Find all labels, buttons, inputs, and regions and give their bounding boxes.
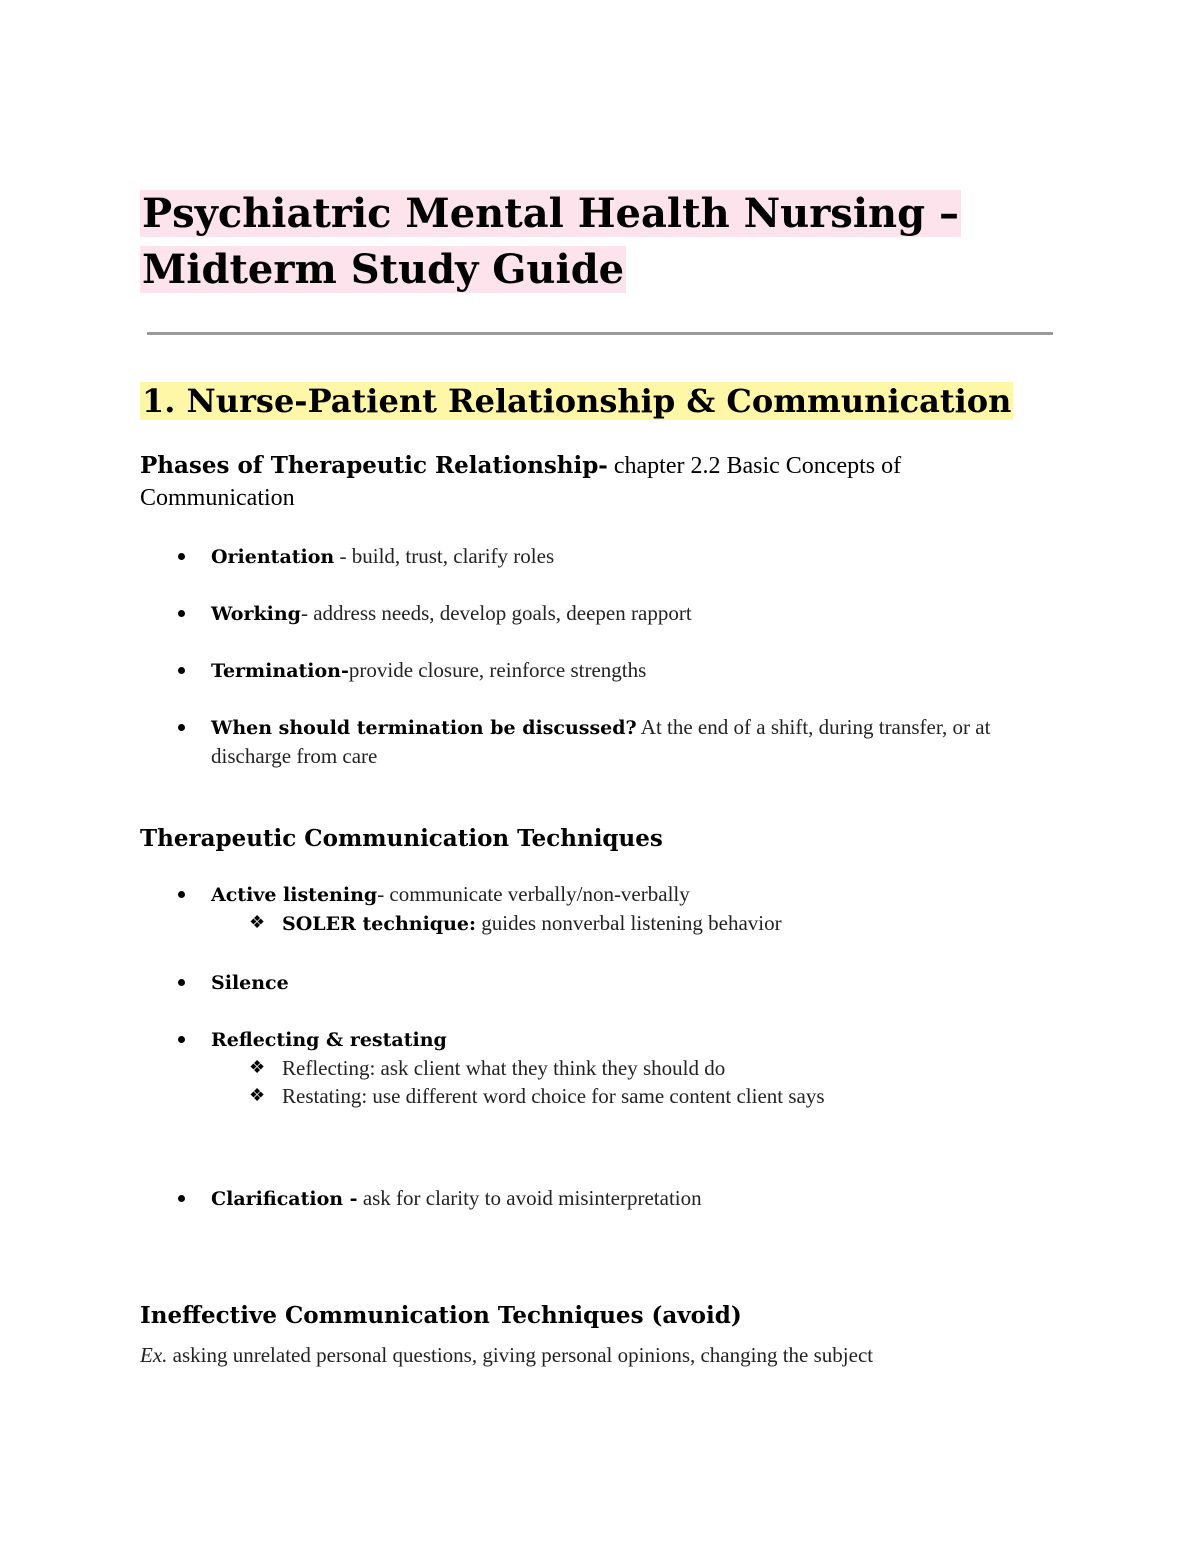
section-1-heading xyxy=(140,378,1013,424)
phases-list xyxy=(140,542,1070,770)
reflecting-sublist xyxy=(211,1054,1070,1110)
list-item xyxy=(140,713,1070,770)
technique-term: Clarification - xyxy=(211,1188,358,1210)
phases-heading xyxy=(140,450,1060,514)
horizontal-divider xyxy=(147,332,1053,335)
list-item xyxy=(140,1184,1070,1213)
phase-term: Orientation xyxy=(211,546,335,568)
ineffective-heading: Ineffective Communication Techniques (avoid) xyxy=(140,1302,742,1329)
diamond-bullet-icon: ❖ xyxy=(249,912,266,933)
phase-term: Termination- xyxy=(211,660,349,682)
list-item xyxy=(211,1082,1070,1110)
list-item xyxy=(140,880,1070,938)
phases-heading-bold: Phases of Therapeutic Relationship- xyxy=(140,452,608,479)
diamond-bullet-icon: ❖ xyxy=(249,1057,266,1078)
phases-heading-rest-2: Communication xyxy=(140,485,295,511)
list-item xyxy=(140,599,1070,628)
technique-desc: ask for clarity to avoid misinterpretation xyxy=(357,1186,702,1210)
example-text: asking unrelated personal questions, giving personal opinions, changing the subject xyxy=(167,1343,874,1367)
technique-term: Reflecting & restating xyxy=(211,1029,447,1051)
technique-desc: - communicate verbally/non-verbally xyxy=(377,882,690,906)
technique-term: Silence xyxy=(211,972,289,994)
phase-desc: - address needs, develop goals, deepen rapport xyxy=(300,601,692,625)
document-title xyxy=(140,186,1040,298)
soler-term: SOLER technique: xyxy=(282,913,476,935)
list-item xyxy=(211,909,1070,938)
title-line-2: Midterm Study Guide xyxy=(142,246,625,293)
list-item xyxy=(140,542,1070,571)
therapeutic-list xyxy=(140,880,1070,1110)
example-label: Ex. xyxy=(140,1343,168,1367)
diamond-bullet-icon: ❖ xyxy=(249,1085,266,1106)
section-1-heading-text: 1. Nurse-Patient Relationship & Communication xyxy=(142,382,1012,420)
therapeutic-heading: Therapeutic Communication Techniques xyxy=(140,825,663,852)
list-item xyxy=(140,968,1070,997)
list-item xyxy=(140,1025,1070,1110)
active-listening-sublist xyxy=(211,909,1070,938)
clarification-list xyxy=(140,1184,1070,1213)
phase-desc: provide closure, reinforce strengths xyxy=(348,658,647,682)
phase-term: When should termination be discussed? xyxy=(211,717,637,739)
title-line-1: Psychiatric Mental Health Nursing – xyxy=(142,190,959,237)
reflecting-sub-text: Reflecting: ask client what they think they should do xyxy=(282,1056,726,1080)
soler-desc: guides nonverbal listening behavior xyxy=(476,911,782,935)
phase-term: Working xyxy=(211,603,301,625)
restating-sub-text: Restating: use different word choice for same content client says xyxy=(282,1084,825,1108)
phases-heading-rest-1: chapter 2.2 Basic Concepts of xyxy=(607,453,902,479)
list-item xyxy=(211,1054,1070,1082)
phase-desc: At the end of a shift, during transfer, or at discharge from care xyxy=(211,715,991,768)
list-item xyxy=(140,656,1070,685)
ineffective-example xyxy=(140,1341,873,1369)
phase-desc: - build, trust, clarify roles xyxy=(334,544,555,568)
technique-term: Active listening xyxy=(211,884,378,906)
